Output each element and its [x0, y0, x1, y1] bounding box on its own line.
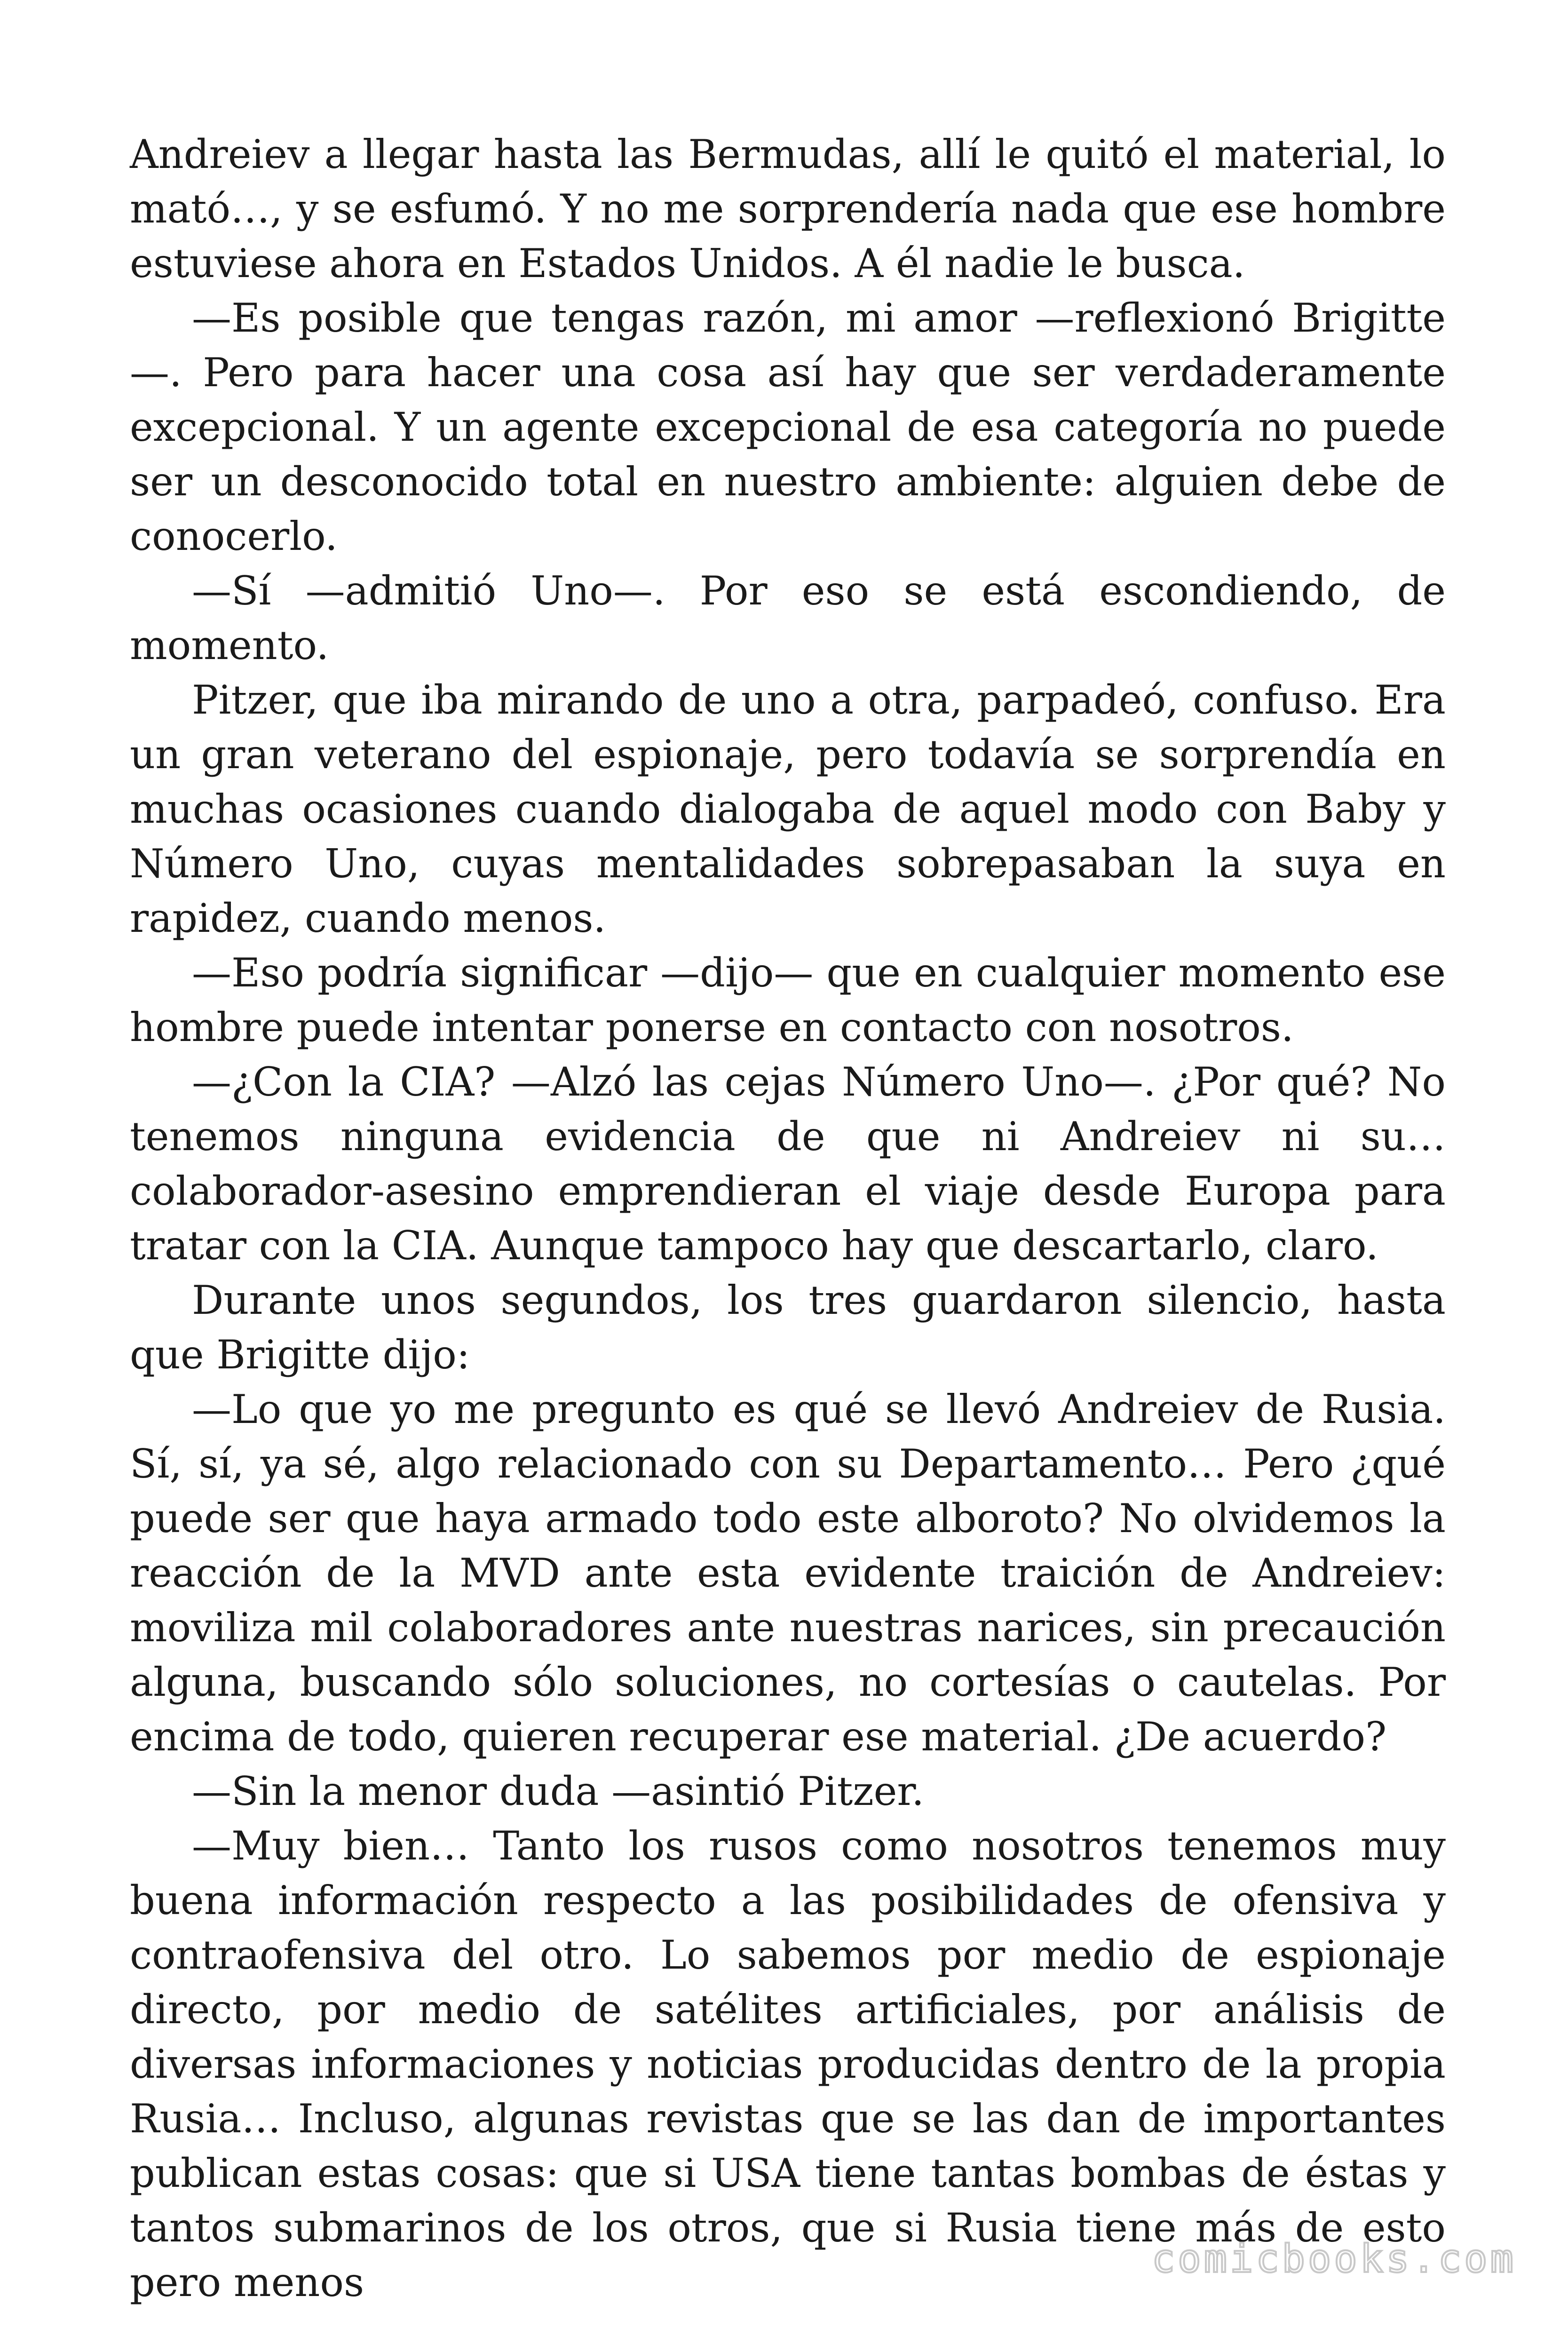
paragraph: —¿Con la CIA? —Alzó las cejas Número Uno—. ¿Por qué? No tenemos ninguna evidencia de que ni Andreiev ni su… colaborador-asesino emprendieran el viaje desde Europa para tratar con la CIA. Aunque tampoco hay que descartarlo, claro.: [130, 1059, 1446, 1269]
watermark: comicbooks.com: [1151, 2237, 1516, 2281]
paragraph: —Eso podría significar —dijo— que en cualquier momento ese hombre puede intentar ponerse en contacto con nosotros.: [130, 950, 1446, 1050]
paragraph: —Lo que yo me pregunto es qué se llevó Andreiev de Rusia. Sí, sí, ya sé, algo relacionado con su Departamento… Pero ¿qué puede ser que haya armado todo este alboroto? No olvidemos la reacción de la MVD ante esta evidente traición de Andreiev: moviliza mil colaboradores ante nuestras narices, sin precaución alguna, buscando sólo soluciones, no cortesías o cautelas. Por encima de todo, quieren recuperar ese material. ¿De acuerdo?: [130, 1386, 1446, 1760]
book-page-text: [130, 127, 1446, 2310]
paragraph: Durante unos segundos, los tres guardaron silencio, hasta que Brigitte dijo:: [130, 1277, 1446, 1378]
paragraph: —Muy bien… Tanto los rusos como nosotros tenemos muy buena información respecto a las posibilidades de ofensiva y contraofensiva del otro. Lo sabemos por medio de espionaje directo, por medio de satélites artificiales, por análisis de diversas informaciones y noticias producidas dentro de la propia Rusia… Incluso, algunas revistas que se las dan de importantes publican estas cosas: que si USA tiene tantas bombas de éstas y tantos submarinos de los otros, que si Rusia tiene más de esto pero menos: [130, 1823, 1446, 2305]
paragraph: —Sin la menor duda —asintió Pitzer.: [192, 1768, 924, 1814]
paragraph: —Sí —admitió Uno—. Por eso se está escondiendo, de momento.: [130, 568, 1446, 668]
paragraph: Andreiev a llegar hasta las Bermudas, allí le quitó el material, lo mató…, y se esfumó. Y no me sorprendería nada que ese hombre estuviese ahora en Estados Unidos. A él nadie le busca.: [130, 131, 1446, 286]
paragraph: —Es posible que tengas razón, mi amor —reflexionó Brigitte—. Pero para hacer una cosa así hay que ser verdaderamente excepcional. Y un agente excepcional de esa categoría no puede ser un desconocido total en nuestro ambiente: alguien debe de conocerlo.: [130, 295, 1446, 559]
paragraph: Pitzer, que iba mirando de uno a otra, parpadeó, confuso. Era un gran veterano del espionaje, pero todavía se sorprendía en muchas ocasiones cuando dialogaba de aquel modo con Baby y Número Uno, cuyas mentalidades sobrepasaban la suya en rapidez, cuando menos.: [130, 677, 1446, 941]
